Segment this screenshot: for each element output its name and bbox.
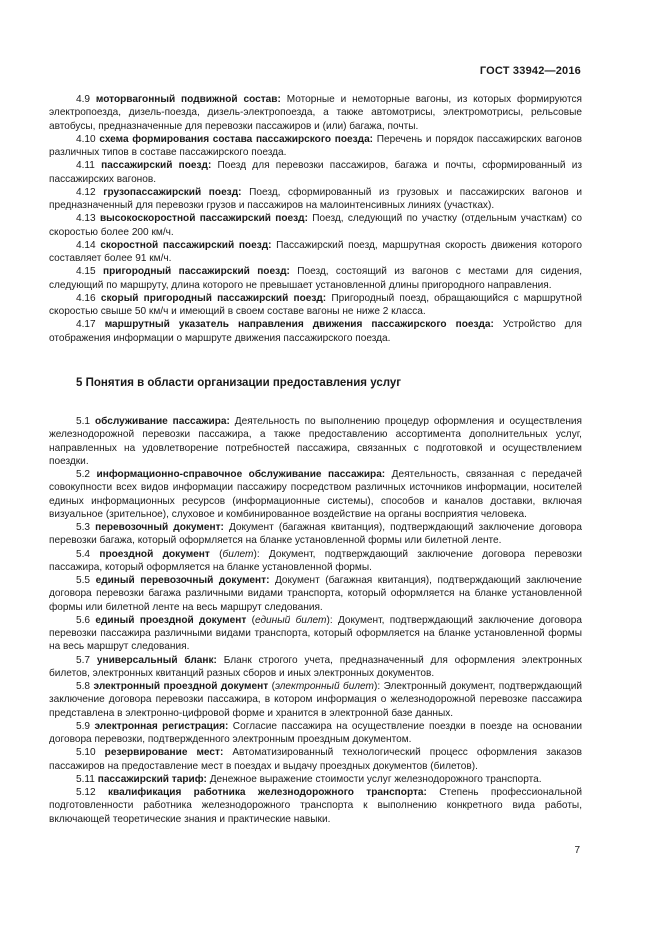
- clause-number: 5.9: [76, 720, 91, 732]
- clause-number: 4.14: [76, 239, 96, 251]
- defined-term: пассажирский поезд:: [101, 160, 212, 172]
- definition-paragraph: [49, 786, 582, 826]
- defined-term: электронный проездной документ: [93, 681, 269, 692]
- definition-text: Деятельность по выполнению процедур оформления и осуществления железнодорожной перевозки пассажира, а также предоставлению ассортимента дополнительных услуг, направленных на удовлетворение потребностей пассажира, связанных с подготовкой и осуществлением поездки.: [49, 416, 582, 467]
- clause-number: 5.12: [76, 787, 96, 798]
- definition-text: Пассажирский поезд, маршрутная скорость движения которого составляет более 91 км/ч.: [49, 239, 582, 264]
- clause-number: 4.17: [76, 319, 96, 331]
- definition-paragraph: [49, 212, 582, 239]
- definition-text: Документ (багажная квитанция), подтверждающий заключение договора перевозки багажа, который оформляется на бланке установленной формы или билетной ленте.: [49, 522, 582, 547]
- clause-number: 5.5: [76, 575, 91, 586]
- clause-number: 4.15: [76, 266, 96, 278]
- definition-text: : Документ, подтверждающий заключение договора перевозки пассажира, который оформляется на бланке установленной формы.: [49, 548, 583, 573]
- definition-text: Поезд, сформированный из грузовых и пассажирских вагонов и предназначенный для перевозки грузов и пассажиров на малоинтенсивных линиях (участках).: [49, 186, 582, 211]
- page-number: 7: [574, 845, 580, 856]
- definition-paragraph: [49, 159, 582, 186]
- synonym-term: электронный билет: [274, 681, 374, 692]
- defined-term: грузопассажирский поезд:: [103, 186, 242, 198]
- defined-term: маршрутный указатель направления движения пассажирского поезда:: [104, 319, 494, 331]
- clause-number: 5.11: [76, 773, 95, 785]
- definition-paragraph: [49, 318, 582, 345]
- defined-term: обслуживание пассажира:: [94, 416, 230, 427]
- clause-number: 4.16: [76, 292, 96, 304]
- definition-text: Деятельность, связанная с передачей совокупности всех видов информации пассажиру посредством различных источников информации, носителей единых информационных ресурсов (информационные системы), способов и каналов доставки, включая визуальное (зрительное), слуховое и комбинированное воздействие на органы восприятия человека.: [49, 469, 582, 520]
- definition-paragraph: [49, 415, 582, 468]
- definition-paragraph: [49, 654, 582, 681]
- definition-paragraph: [49, 186, 582, 213]
- definition-paragraph: 5.8 электронный проездной документ (электронный билет): Электронный документ, подтверждающий заключение договора перевозки пассажира, в котором информация о железнодорожной перевозке пассажира представлена в электронно-цифровой форме и хранится в электронной базе данных.: [49, 681, 582, 719]
- definition-text: Согласие пассажира на осуществление поездки в поезде на основании договора перевозки, подтвержденного электронным проездным документом.: [49, 720, 583, 745]
- definition-text: Денежное выражение стоимости услуг железнодорожного транспорта.: [206, 773, 542, 785]
- defined-term: моторвагонный подвижной состав:: [95, 94, 281, 105]
- document-body: [49, 93, 582, 826]
- definition-text: Документ (багажная квитанция), подтверждающий заключение договора перевозки багажа различными видами транспорта, который оформляется на бланке установленной формы или билетной ленте на весь маршрут следования.: [49, 575, 582, 613]
- synonym-term: единый билет: [254, 614, 327, 626]
- definition-text: Поезд, состоящий из вагонов с местами для сидения, следующий по маршруту, длина которого не превышает установленной длины пригородного направления.: [49, 266, 582, 291]
- clause-number: 5.7: [76, 654, 91, 666]
- defined-term: пригородный пассажирский поезд:: [103, 266, 290, 278]
- defined-term: схема формирования состава пассажирского поезда:: [99, 133, 374, 145]
- definition-paragraph: [49, 292, 582, 319]
- definition-text: Автоматизированный технологический процесс оформления заказов пассажиров на предоставление мест в поездах и выдачу проездных документов (билетов).: [49, 747, 582, 772]
- document-code-header: ГОСТ 33942—2016: [479, 65, 581, 77]
- defined-term: пассажирский тариф:: [97, 773, 207, 785]
- clause-number: 5.4: [76, 548, 91, 560]
- definition-text: Перечень и порядок пассажирских вагонов различных типов в составе пассажирского поезда.: [49, 133, 582, 158]
- clause-number: 5.1: [76, 416, 91, 427]
- definition-text: Поезд для перевозки пассажиров, багажа и почты, сформированный из пассажирских вагонов.: [49, 160, 583, 185]
- clause-number: 5.8: [76, 681, 91, 692]
- definition-paragraph: [49, 720, 582, 747]
- defined-term: единый перевозочный документ:: [95, 575, 270, 586]
- defined-term: скоростной пассажирский поезд:: [100, 239, 272, 251]
- definition-text: Моторные и немоторные вагоны, из которых формируются электропоезда, дизель-поезда, дизель-электропоезда, а также автомотрисы, электромотрисы, рельсовые автобусы, предназначенные для перевозки пассажиров и (или) багажа, почты.: [49, 94, 582, 132]
- definition-paragraph: [49, 468, 582, 521]
- defined-term: резервирование мест:: [104, 747, 224, 759]
- synonym-term: билет: [222, 548, 254, 560]
- defined-term: перевозочный документ:: [95, 522, 224, 533]
- definition-paragraph: [49, 265, 582, 292]
- clause-number: 5.6: [76, 614, 91, 626]
- definition-paragraph: [49, 773, 582, 786]
- section-5-title: 5 Понятия в области организации предоставления услуг: [76, 376, 402, 389]
- defined-term: информационно-справочное обслуживание пассажира:: [96, 469, 386, 480]
- definition-text: Пригородный поезд, обращающийся с маршрутной скоростью свыше 50 км/ч и имеющий в своем составе вагоны не ниже 2 класса.: [49, 292, 582, 317]
- defined-term: высокоскоростной пассажирский поезд:: [99, 213, 308, 225]
- clause-number: 4.10: [76, 133, 96, 145]
- clause-number: 5.2: [76, 469, 91, 480]
- definition-paragraph: [49, 521, 582, 548]
- clause-number: 4.11: [76, 160, 95, 172]
- defined-term: электронная регистрация:: [94, 720, 229, 732]
- definition-paragraph: [49, 133, 582, 160]
- definition-text: Поезд, следующий по участку (отдельным участкам) со скоростью более 200 км/ч.: [49, 213, 582, 238]
- clause-number: 4.9: [76, 94, 91, 105]
- section4-paragraphs: [49, 93, 582, 345]
- clause-number: 5.10: [76, 747, 96, 759]
- definition-text: : Электронный документ, подтверждающий заключение договора перевозки пассажира, в котором информация о железнодорожной перевозке пассажира представлена в электронно-цифровой форме и хранится в электронной базе данных.: [49, 681, 582, 719]
- defined-term: квалификация работника железнодорожного транспорта:: [107, 787, 427, 798]
- defined-term: проездной документ: [99, 548, 210, 560]
- definition-text: Бланк строгого учета, предназначенный для оформления электронных билетов, электронных квитанций разных сборов и иных электронных документов.: [49, 654, 582, 679]
- defined-term: скорый пригородный пассажирский поезд:: [100, 292, 327, 304]
- definition-paragraph: [49, 746, 582, 773]
- definition-text: Устройство для отображения информации о маршруте движения пассажирского поезда.: [49, 319, 582, 344]
- clause-number: 4.13: [76, 213, 96, 225]
- definition-paragraph: [49, 574, 582, 614]
- definition-text: : Документ, подтверждающий заключение договора перевозки пассажира различными видами транспорта, который оформляется на бланке установленной формы на весь маршрут следования.: [49, 614, 582, 653]
- defined-term: универсальный бланк:: [96, 654, 217, 666]
- definition-text: Степень профессиональной подготовленности работника железнодорожного транспорта к выполнению конкретного вида работы, включающей теоретические знания и практические навыки.: [49, 787, 582, 825]
- section5-paragraphs: [49, 415, 582, 826]
- defined-term: единый проездной документ: [95, 614, 247, 626]
- definition-paragraph: 5.6 единый проездной документ (единый билет): Документ, подтверждающий заключение договора перевозки пассажира различными видами транспорта, который оформляется на бланке установленной формы на весь маршрут следования.: [49, 614, 582, 653]
- definition-paragraph: 5.4 проездной документ (билет): Документ, подтверждающий заключение договора перевозки пассажира, который оформляется на бланке установленной формы.: [49, 548, 583, 573]
- definition-paragraph: [49, 93, 582, 133]
- definition-paragraph: [49, 239, 582, 266]
- clause-number: 4.12: [76, 186, 96, 198]
- clause-number: 5.3: [76, 522, 91, 533]
